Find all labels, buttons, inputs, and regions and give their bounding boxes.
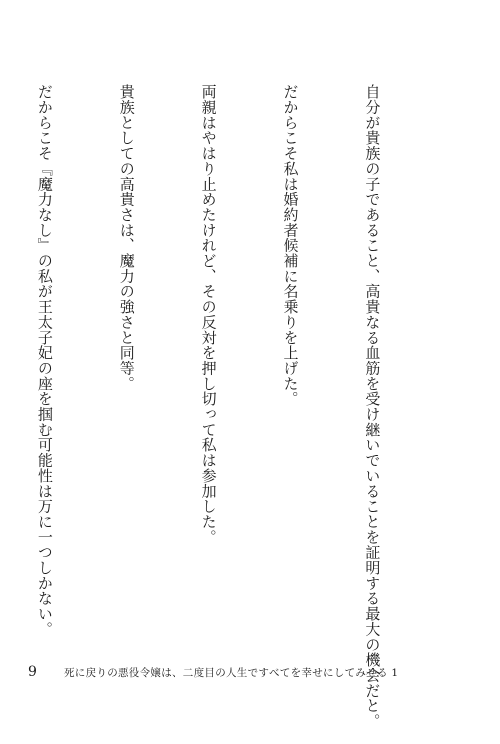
- text-line: だからこそ私は婚約者候補に名乗りを上げた。: [281, 84, 300, 407]
- running-title: 死に戻りの悪役令嬢は、二度目の人生ですべてを幸せにしてみせる 1: [64, 666, 399, 679]
- text-line: 貴族としての高貴さは、魔力の強さと同等。: [117, 84, 136, 391]
- page-footer: [28, 662, 398, 682]
- text-line: だからこそ『魔力なし』の私が王太子妃の座を掴む可能性は万に一つしかない。: [35, 84, 54, 637]
- page-number: 9: [28, 664, 37, 680]
- text-line: 自分が貴族の子であること、高貴なる血筋を受け継いでいることを証明する最大の機会だと。: [363, 84, 382, 729]
- text-line: 両親はやはり止めたけれど、その反対を押し切って私は参加した。: [199, 84, 218, 545]
